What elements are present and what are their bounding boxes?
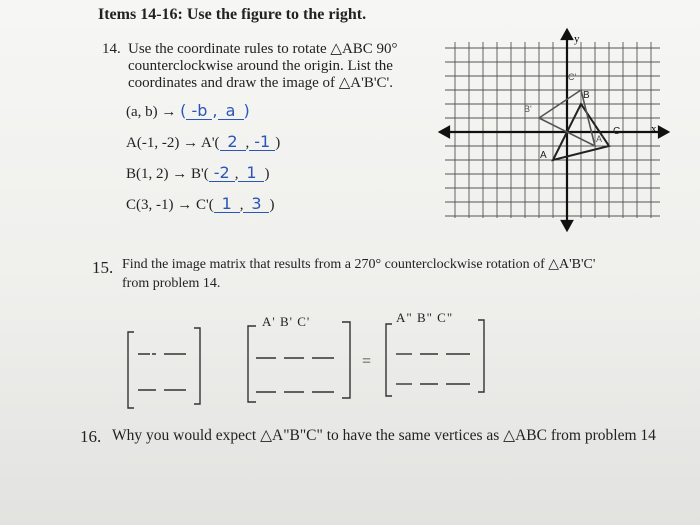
q15-number: 15.	[92, 258, 114, 277]
y-axis-label: y	[574, 33, 580, 45]
x-axis-label: x	[651, 123, 657, 135]
q16-text: Why you would expect △A"B"C" to have the same vertices as △ABC from problem 14	[112, 427, 656, 444]
grid-lines	[445, 42, 660, 218]
label-a: A	[540, 150, 547, 161]
mapping-c-y: 3	[243, 195, 269, 213]
mapping-b-lhs: B(1, 2) → B'(	[126, 166, 209, 182]
q14-number: 14.	[102, 41, 121, 57]
mapping-a-lhs: A(-1, -2) → A'(	[126, 135, 220, 151]
rule-lhs: (a, b) →	[126, 104, 177, 120]
mapping-b: B(1, 2) → B'( -2 , 1 )	[126, 163, 270, 182]
rule-open: (	[180, 101, 187, 120]
label-a-prime: A'	[596, 134, 604, 144]
matrix-labels-prime: A' B' C'	[262, 314, 311, 329]
label-c-prime: C'	[568, 72, 577, 82]
items-header: Items 14-16: Use the figure to the right.	[98, 6, 367, 23]
rule-answer-y: a	[218, 102, 244, 120]
mapping-c-lhs: C(3, -1) → C'(	[126, 197, 214, 213]
equals-sign: =	[362, 353, 372, 370]
q14-line2: counterclockwise around the origin. List the	[128, 58, 393, 74]
rule-sep: ,	[212, 101, 218, 120]
mapping-b-x: -2	[209, 164, 235, 182]
rule-close: )	[243, 101, 250, 120]
label-c: C	[613, 126, 621, 137]
q15-line2: from problem 14.	[122, 276, 221, 291]
label-b-prime: B'	[524, 104, 532, 114]
axes	[440, 30, 668, 230]
mapping-a-x: 2	[220, 133, 246, 151]
mapping-a-close: )	[275, 135, 281, 151]
mapping-b-y: 1	[238, 164, 264, 182]
rule-answer-x: -b	[186, 102, 212, 120]
q16-number: 16.	[80, 427, 102, 446]
q15-line1: Find the image matrix that results from a 270° counterclockwise rotation of △A'B'C'	[122, 257, 596, 272]
mapping-a: A(-1, -2) → A'( 2 , -1 )	[126, 132, 281, 151]
mapping-c: C(3, -1) → C'( 1 , 3 )	[126, 194, 275, 213]
q14-line3: coordinates and draw the image of △A'B'C'.	[128, 75, 393, 91]
matrix-equation	[120, 318, 500, 418]
matrix-labels-double-prime: A" B" C"	[396, 310, 454, 325]
rotation-matrix	[128, 328, 200, 408]
mapping-a-y: -1	[249, 133, 275, 151]
mapping-c-close: )	[269, 197, 275, 213]
mapping-c-x: 1	[214, 195, 240, 213]
mapping-b-close: )	[264, 166, 270, 182]
label-b: B	[583, 90, 590, 101]
q14-line1: Use the coordinate rules to rotate △ABC 90°	[128, 41, 398, 57]
double-prime-matrix	[386, 320, 484, 396]
prime-matrix	[248, 322, 350, 402]
rotation-rule	[126, 102, 250, 121]
coordinate-grid	[440, 30, 670, 230]
